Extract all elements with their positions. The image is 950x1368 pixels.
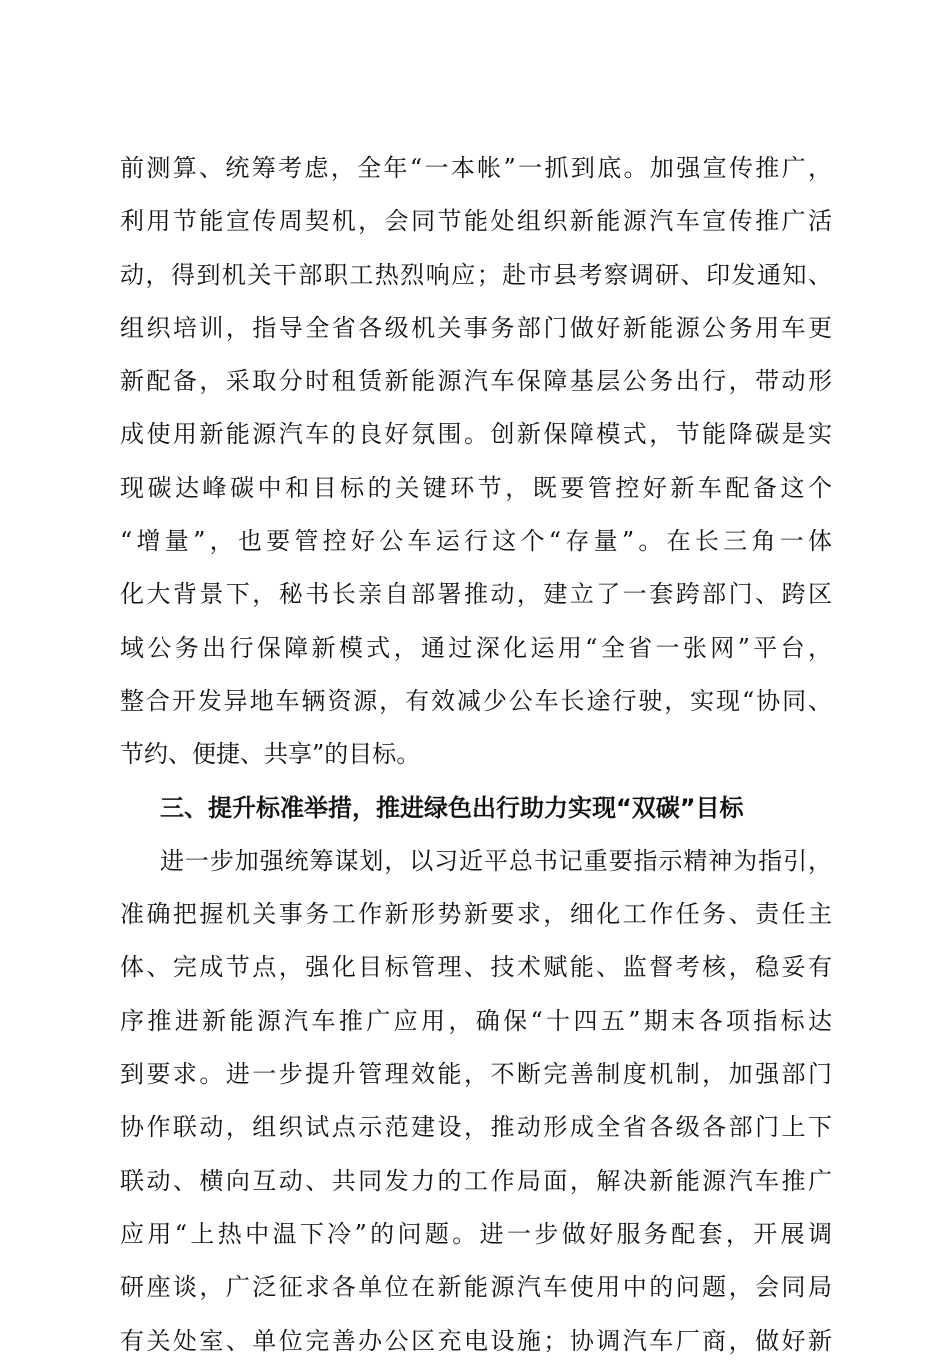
text-line: 组织培训，指导全省各级机关事务部门做好新能源公务用车更 xyxy=(120,313,832,342)
text-line: 节约、便捷、共享”的目标。 xyxy=(120,740,421,769)
paragraph-2 xyxy=(120,835,832,1368)
text-line: 动，得到机关干部职工热烈响应；赴市县考察调研、印发通知、 xyxy=(120,260,832,289)
text-line: 序推进新能源汽车推广应用，确保“十四五”期末各项指标达 xyxy=(120,1006,832,1035)
text-line: 到要求。进一步提升管理效能，不断完善制度机制，加强部门 xyxy=(120,1060,832,1089)
text-line: 研座谈，广泛征求各单位在新能源汽车使用中的问题，会同局 xyxy=(120,1273,832,1302)
text-line: 新配备，采取分时租赁新能源汽车保障基层公务出行，带动形 xyxy=(120,367,832,396)
text-line: 有关处室、单位完善办公区充电设施；协调汽车厂商，做好新 xyxy=(120,1326,832,1355)
text-line: 协作联动，组织试点示范建设，推动形成全省各级各部门上下 xyxy=(120,1113,832,1142)
text-line: 利用节能宣传周契机，会同节能处组织新能源汽车宣传推广活 xyxy=(120,207,832,236)
text-line: 进一步加强统筹谋划，以习近平总书记重要指示精神为指引， xyxy=(160,846,832,875)
section-heading: 三、提升标准举措，推进绿色出行助力实现“双碳”目标 xyxy=(160,793,744,822)
text-line: 整合开发异地车辆资源，有效减少公车长途行驶，实现“协同、 xyxy=(120,686,832,715)
text-line: 准确把握机关事务工作新形势新要求，细化工作任务、责任主 xyxy=(120,900,832,929)
text-line: 成使用新能源汽车的良好氛围。创新保障模式，节能降碳是实 xyxy=(120,420,832,449)
text-line: 前测算、统筹考虑，全年“一本帐”一抓到底。加强宣传推广， xyxy=(120,154,832,182)
paragraph-1 xyxy=(120,142,832,782)
text-line: 化大背景下，秘书长亲自部署推动，建立了一套跨部门、跨区 xyxy=(120,580,832,609)
document-page xyxy=(120,142,832,1368)
text-line: 联动、横向互动、共同发力的工作局面，解决新能源汽车推广 xyxy=(120,1166,832,1195)
text-line: “增量”，也要管控好公车运行这个“存量”。在长三角一体 xyxy=(120,527,832,556)
text-line: 体、完成节点，强化目标管理、技术赋能、监督考核，稳妥有 xyxy=(120,953,832,982)
text-line: 现碳达峰碳中和目标的关键环节，既要管控好新车配备这个 xyxy=(120,473,832,502)
text-line: 域公务出行保障新模式，通过深化运用“全省一张网”平台， xyxy=(120,633,832,662)
text-line: 应用“上热中温下冷”的问题。进一步做好服务配套，开展调 xyxy=(120,1219,832,1248)
